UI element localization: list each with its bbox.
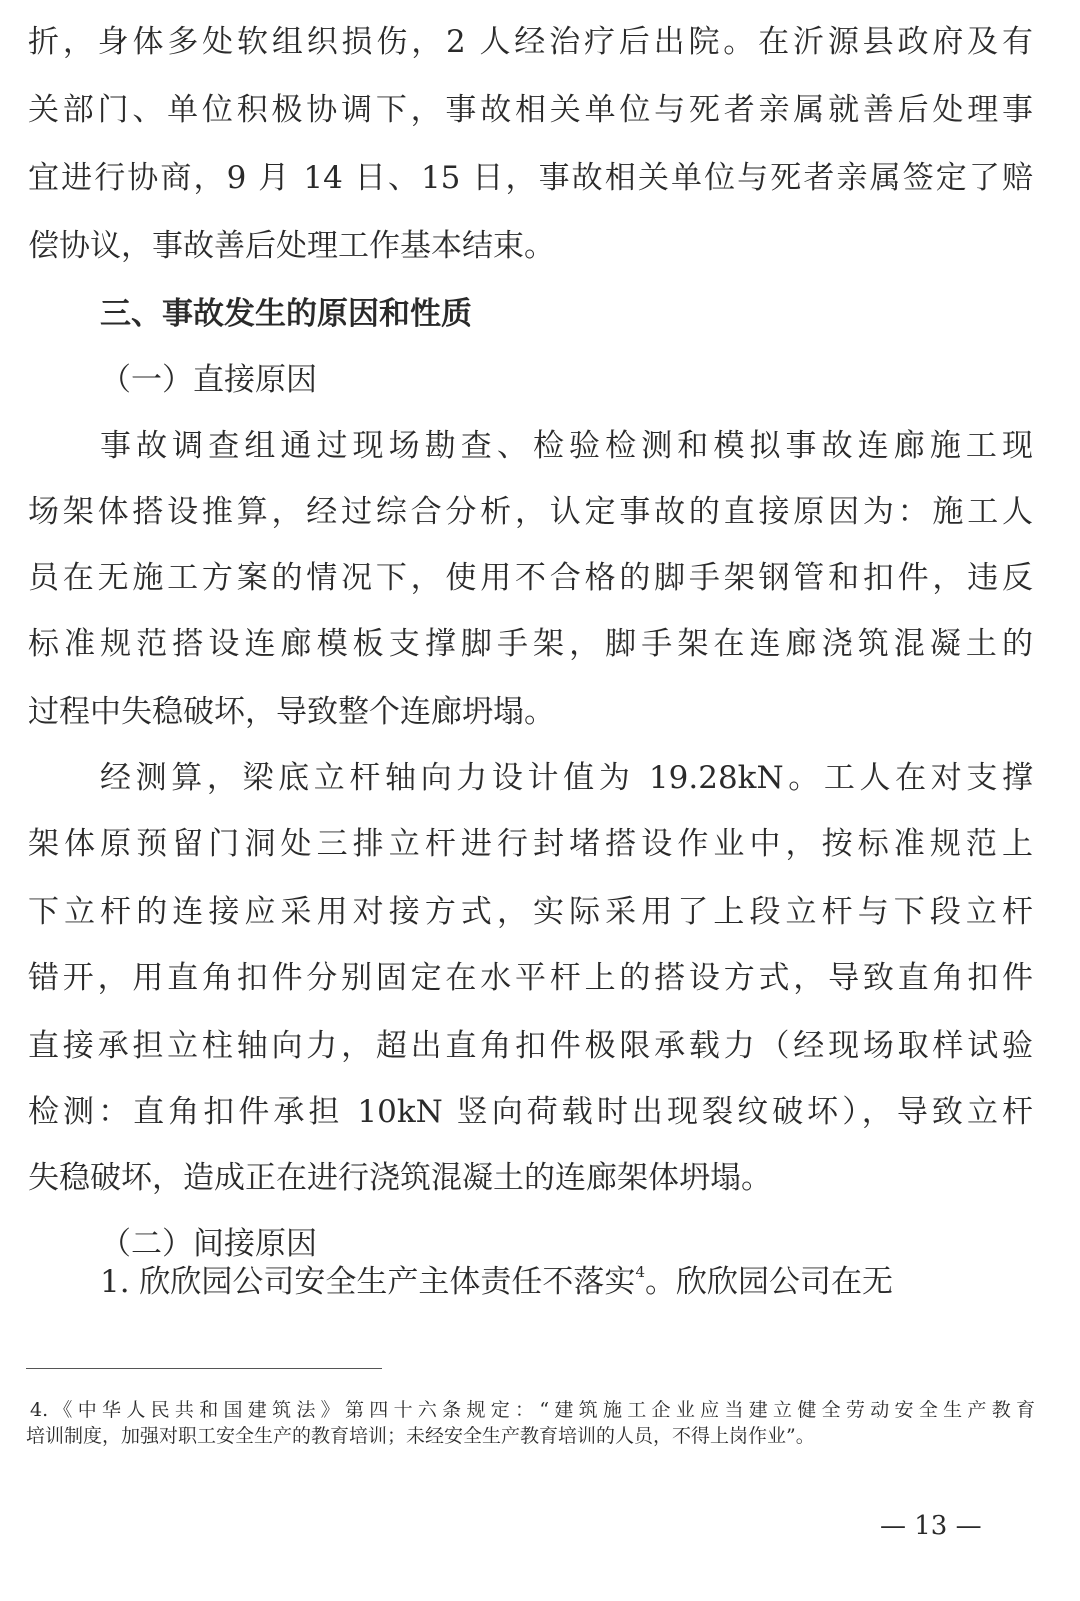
body-line: 事故调查组通过现场勘查、检验检测和模拟事故连廊施工现	[100, 428, 1033, 464]
footnote-divider	[26, 1368, 382, 1369]
body-line: 折，身体多处软组织损伤，2 人经治疗后出院。在沂源县政府及有	[28, 24, 1033, 60]
body-line: 经测算，梁底立杆轴向力设计值为 19.28kN。工人在对支撑	[100, 760, 1033, 796]
body-line: 错开，用直角扣件分别固定在水平杆上的搭设方式，导致直角扣件	[28, 960, 1033, 996]
body-line: 下立杆的连接应采用对接方式，实际采用了上段立杆与下段立杆	[28, 894, 1033, 930]
body-line: 宜进行协商，9 月 14 日、15 日，事故相关单位与死者亲属签定了赔	[28, 160, 1033, 196]
footnote-line: 培训制度，加强对职工安全生产的教育培训；未经安全生产教育培训的人员，不得上岗作业”。	[26, 1425, 815, 1447]
footnote-line: 4.《中华人民共和国建筑法》第四十六条规定：“建筑施工企业应当建立健全劳动安全生产教育	[30, 1399, 1035, 1421]
body-text: 。欣欣园公司在无	[644, 1264, 893, 1300]
page-number: — 13 —	[880, 1511, 982, 1541]
body-line: 失稳破坏，造成正在进行浇筑混凝土的连廊架体坍塌。	[28, 1160, 772, 1196]
body-line: 偿协议，事故善后处理工作基本结束。	[28, 228, 555, 264]
section-heading: 三、事故发生的原因和性质	[100, 296, 472, 332]
body-line: 标准规范搭设连廊模板支撑脚手架，脚手架在连廊浇筑混凝土的	[28, 626, 1033, 662]
subsection-heading: （二）间接原因	[100, 1226, 317, 1262]
body-line: 架体原预留门洞处三排立杆进行封堵搭设作业中，按标准规范上	[28, 826, 1033, 862]
body-line: 过程中失稳破坏，导致整个连廊坍塌。	[28, 694, 555, 730]
body-text: 1. 欣欣园公司安全生产主体责任不落实	[100, 1264, 636, 1300]
footnote-ref[interactable]: 4	[635, 1263, 645, 1281]
body-line: 直接承担立柱轴向力，超出直角扣件极限承载力（经现场取样试验	[28, 1028, 1033, 1064]
body-line: 场架体搭设推算，经过综合分析，认定事故的直接原因为：施工人	[28, 494, 1033, 530]
body-line	[100, 1262, 1033, 1302]
body-line: 关部门、单位积极协调下，事故相关单位与死者亲属就善后处理事	[28, 92, 1033, 128]
body-line: 员在无施工方案的情况下，使用不合格的脚手架钢管和扣件，违反	[28, 560, 1033, 596]
body-line: 检测：直角扣件承担 10kN 竖向荷载时出现裂纹破坏），导致立杆	[28, 1094, 1033, 1130]
subsection-heading: （一）直接原因	[100, 362, 317, 398]
